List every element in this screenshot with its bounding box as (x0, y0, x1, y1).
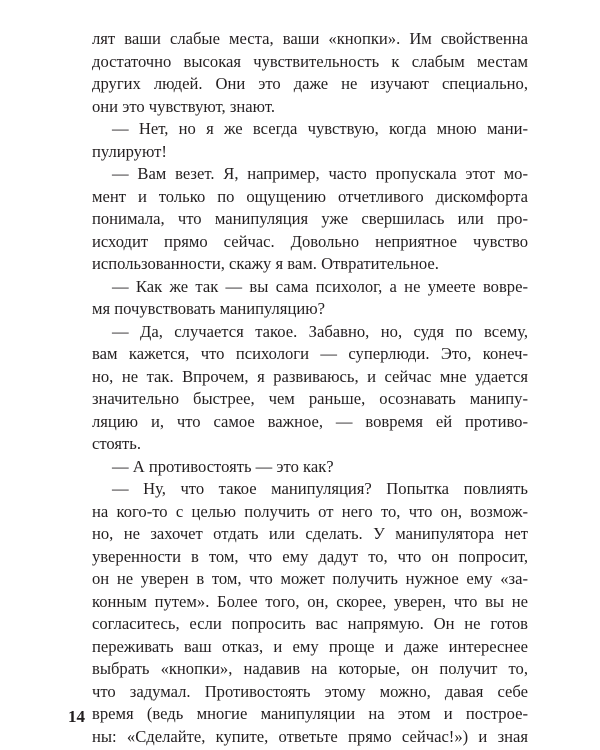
text-line: ны: «Сделайте, купите, ответьте прямо сейчас!») и зная (92, 726, 528, 746)
text-line: он не уверен в том, что может получить нужное ему «за- (92, 569, 528, 588)
text-line: пулируют! (92, 141, 167, 161)
text-line: значительно быстрее, чем раньше, осознавать манипу- (92, 389, 528, 408)
text-line: конным путем». Более того, он, скорее, уверен, что вы не (92, 591, 528, 611)
text-line: использованности, скажу я вам. Отвратительное. (92, 254, 439, 273)
text-line: достаточно высокая чувствительность к слабым местам (92, 51, 528, 71)
text-line: — Да, случается такое. Забавно, но, судя по всему, (112, 321, 528, 341)
text-line: на кого-то с целью получить от него то, что он, возмож- (92, 501, 528, 521)
text-line: стоять. (92, 434, 141, 453)
text-line: выбрать «кнопки», надавив на которые, он получит то, (92, 659, 528, 678)
text-line: мя почувствовать манипуляцию? (92, 299, 325, 318)
text-line: но, не так. Впрочем, я развиваюсь, и сейчас мне удается (92, 366, 528, 386)
text-line: — Нет, но я же всегда чувствую, когда мною мани- (112, 119, 528, 138)
text-line: мент и только по ощущению отчетливого дискомфорта (92, 186, 528, 206)
text-line: — Как же так — вы сама психолог, а не умеете вовре- (112, 276, 528, 296)
page-number: 14 (68, 707, 85, 726)
text-line: — А противостоять — это как? (112, 456, 334, 476)
text-line: уверенности в том, что ему дадут то, что он попросит, (92, 546, 528, 566)
text-line: исходит прямо сейчас. Довольно неприятное чувство (92, 231, 528, 251)
text-line: лят ваши слабые места, ваши «кнопки». Им свойственна (92, 29, 528, 48)
text-line: но, не захочет отдать или сделать. У манипулятора нет (92, 524, 528, 543)
text-line: других людей. Они это даже не изучают специально, (92, 74, 528, 93)
text-line: понимала, что манипуляция уже свершилась или про- (92, 209, 528, 228)
text-line: согласитесь, если попросить вас напрямую. Он не готов (92, 614, 528, 633)
body-text (92, 28, 528, 748)
text-line: вам кажется, что психологи — суперлюди. Это, конеч- (92, 344, 528, 363)
text-line: переживать ваш отказ, и ему проще и даже интереснее (92, 636, 528, 656)
text-line: — Вам везет. Я, например, часто пропускала этот мо- (112, 164, 528, 183)
text-line: время (ведь многие манипуляции на этом и построе- (92, 704, 528, 723)
text-line: — Ну, что такое манипуляция? Попытка повлиять (112, 479, 528, 498)
text-line: они это чувствуют, знают. (92, 96, 275, 116)
text-line: что задумал. Противостоять этому можно, давая себе (92, 681, 528, 701)
text-line: ляцию и, что самое важное, — вовремя ей противо- (92, 411, 528, 431)
